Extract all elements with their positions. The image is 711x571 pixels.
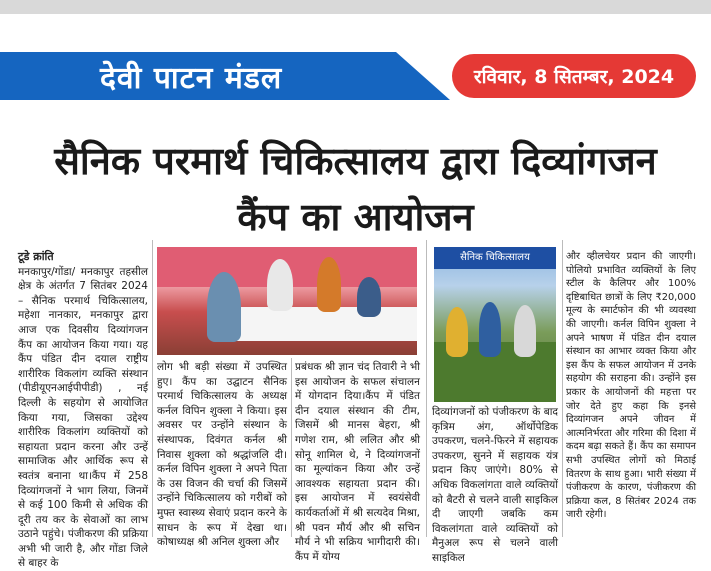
- person-figure: [446, 307, 468, 357]
- headline-line-2: कैंप का आयोजन: [237, 195, 474, 239]
- column-2-text: लोग भी बड़ी संख्या में उपस्थित हुए। कैंप का उद्घाटन सैनिक परमार्थ चिकित्सालय के अध्यक्ष कर्नल विपिन शुक्ला ने किया। इस अवसर पर उन्होंने संस्थान के संस्थापक, दिवंगत कर्नल श्री निवास शुक्ला को श्रद्धांजलि दी। कर्नल विपिन शुक्ला ने अपने पिता के उस विजन की चर्चा की जिसमें उन्होंने चिकित्सालय को गरीबों को मुफ्त स्वास्थ्य सेवाएं प्रदान करने के साधन के रूप में देखा था। कोषाध्यक्ष श्री अनिल शुक्ला और: [157, 361, 287, 549]
- source-byline: टूडे क्रांति: [18, 250, 54, 263]
- top-strip: [0, 0, 711, 14]
- column-1-text: मनकापुर/गोंडा/ मनकापुर तहसील क्षेत्र के अंतर्गत 7 सितंबर 2024 – सैनिक परमार्थ चिकित्सालय, महेशा नानकार, मनकापुर द्वारा आज एक दिवसीय दिव्यांगजन कैंप का आयोजन किया गया। यह कैंप पंडित दीन दयाल राष्ट्रीय शारीरिक विकलांग व्यक्ति संस्थान (पीडीयूएनआईपीपीडी) , नई दिल्ली के सहयोग से आयोजित किया गया, जिसका उद्देश्य शारीरिक विकलांग व्यक्तियों को सहायता प्रदान करना और उन्हें सामाजिक और आर्थिक रूप से स्वतंत्र बनाना था।कैंप में 258 दिव्यांगजनों ने भाग लिया, जिनमें से कई 100 किमी से अधिक की दूरी तय कर के सेवाओं का लाभ उठाने पहुंचे। पंजीकरण की प्रक्रिया अभी भी जारी है, और गोंडा जिले से बाहर के: [18, 265, 148, 570]
- article-column-4: [432, 405, 558, 566]
- person-figure: [357, 277, 381, 317]
- column-3-text: प्रबंधक श्री ज्ञान चंद तिवारी ने भी इस आयोजन के सफल संचालन में योगदान दिया।कैंप में पंडित दीन दयाल संस्थान की टीम, जिसमें श्री मानस बेहरा, श्री गणेश राम, श्री ललित और श्री सोनू शामिल थे, ने दिव्यांगजनों का मूल्यांकन किया और उन्हें आवश्यक सहायता प्रदान की। इस आयोजन में स्वयंसेवी कार्यकर्ताओं में श्री सत्यदेव मिश्रा, श्री पवन मौर्य और श्री सचिन मौर्य ने भी सक्रिय भागीदारी की। कैंप में योग्य: [295, 361, 420, 563]
- column-divider: [291, 358, 292, 537]
- date-badge: रविवार, 8 सितम्बर, 2024: [452, 54, 696, 98]
- person-figure: [317, 257, 341, 312]
- column-divider: [152, 240, 153, 537]
- headline-line-1: सैनिक परमार्थ चिकित्सालय द्वारा दिव्यांगजन: [54, 139, 657, 183]
- stage-table: [217, 307, 417, 341]
- person-figure: [207, 272, 241, 342]
- column-divider: [426, 240, 427, 537]
- person-figure: [267, 259, 293, 311]
- event-photo-stage: [157, 247, 417, 355]
- person-figure: [479, 302, 501, 357]
- article-column-5: [566, 250, 696, 522]
- person-figure: [514, 305, 536, 357]
- event-photo-crowd: [434, 247, 556, 402]
- column-4-text: दिव्यांगजनों को पंजीकरण के बाद कृत्रिम अंग, ऑर्थोपेडिक उपकरण, चलने-फिरने में सहायक उपकरण, सुनने में सहायक यंत्र प्रदान किए जाएंगे। 80% से अधिक विकलांगता वाले व्यक्तियों को बैटरी से चलने वाली साइकिल दी जाएगी जबकि कम विकलांगता वाले व्यक्तियों को मैनुअल रूप से चलने वाली साइकिल: [432, 406, 558, 564]
- section-title: देवी पाटन मंडल: [100, 61, 283, 96]
- column-divider: [562, 240, 563, 537]
- article-column-1: [18, 250, 148, 571]
- article-column-2: [157, 360, 287, 550]
- article-column-3: [295, 360, 420, 564]
- photo-signboard: सैनिक चिकित्सालय: [434, 247, 556, 269]
- column-5-text: और व्हीलचेयर प्रदान की जाएगी। पोलियो प्रभावित व्यक्तियों के लिए स्टील के कैलिपर और 100% दृष्टिबाधित छात्रों के लिए ₹20,000 मूल्य के स्मार्टफोन की भी व्यवस्था की जाएगी। कर्नल विपिन शुक्ला ने अपने भाषण में पंडित दीन दयाल संस्थान का आभार व्यक्त किया और इस कैंप के सफल आयोजन में उनके सहयोग की सराहना की। उन्होंने इस प्रकार के आयोजनों की महत्ता पर जोर देते हुए कहा कि इनसे दिव्यांगजन अपने जीवन में आत्मनिर्भरता और गरिमा की दिशा में कदम बढ़ा सकते हैं। कैंप का समापन सभी उपस्थित लोगों को मिठाई वितरण के साथ हुआ। भारी संख्या में पंजीकरण के कारण, पंजीकरण की प्रक्रिया कल, 8 सितंबर 2024 तक जारी रहेगी।: [566, 251, 696, 521]
